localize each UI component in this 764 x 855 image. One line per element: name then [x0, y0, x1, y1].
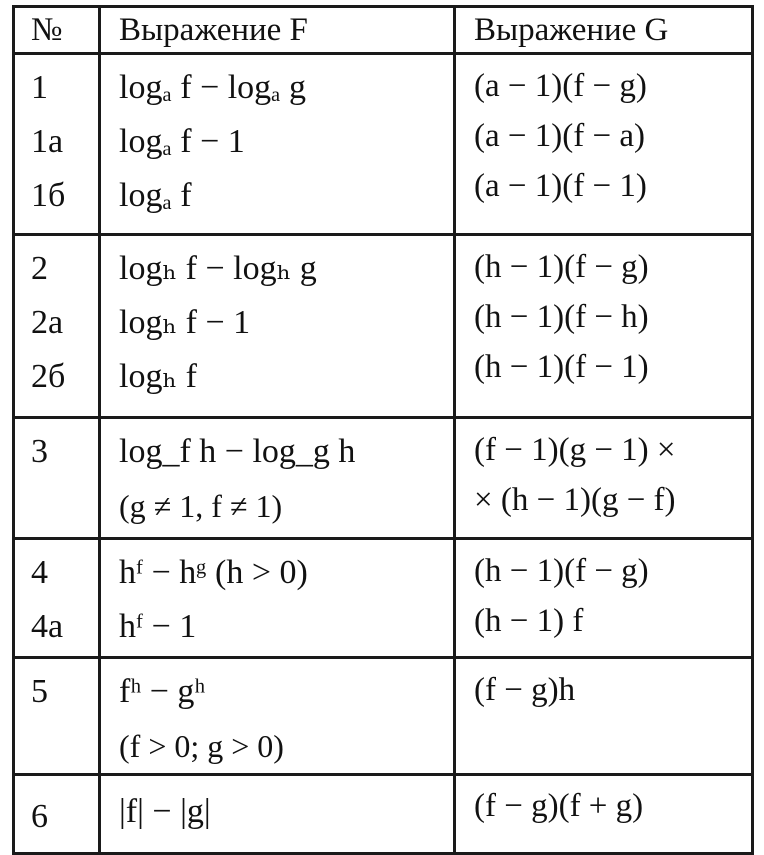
log-transform-table: [12, 5, 754, 855]
row-number: 4а: [31, 608, 64, 645]
table-row: [14, 54, 753, 235]
row-number: 5: [31, 673, 48, 710]
expression-g: (f − g)(f + g): [474, 788, 644, 824]
expression-g: (a − 1)(f − g): [474, 68, 647, 104]
expression-condition: (g ≠ 1, f ≠ 1): [119, 488, 283, 524]
expressions-f: [100, 54, 455, 235]
header-number: №: [14, 7, 100, 54]
row-number: 2б: [31, 358, 66, 395]
row-numbers: [14, 658, 100, 775]
expressions-g: [455, 235, 753, 418]
row-number: 1а: [31, 123, 64, 160]
row-number: 6: [31, 798, 48, 835]
expression-f: fʰ − gʰ: [119, 673, 206, 710]
expression-g: (f − 1)(g − 1) ×: [474, 432, 676, 468]
expression-f: hᶠ − hᵍ (h > 0): [119, 554, 308, 591]
expressions-g: [455, 54, 753, 235]
expressions-g: [455, 539, 753, 658]
expressions-f: [100, 235, 455, 418]
expression-g: (h − 1) f: [474, 603, 584, 639]
expressions-g: [455, 775, 753, 854]
expression-g: (a − 1)(f − a): [474, 118, 645, 154]
expressions-f: [100, 775, 455, 854]
expressions-f: [100, 539, 455, 658]
row-numbers: [14, 418, 100, 539]
table-row: [14, 775, 753, 854]
expression-f: logₕ f − logₕ g: [119, 250, 317, 287]
row-numbers: [14, 775, 100, 854]
header-expression-f: Выражение F: [100, 7, 455, 54]
expression-condition: (f > 0; g > 0): [119, 728, 284, 764]
expression-f: log_f h − log_g h: [119, 433, 356, 470]
row-numbers: [14, 539, 100, 658]
expression-f: logₕ f − 1: [119, 304, 251, 341]
expression-g: (h − 1)(f − g): [474, 249, 649, 285]
expressions-g: [455, 418, 753, 539]
header-expression-g: Выражение G: [455, 7, 753, 54]
row-number: 2а: [31, 304, 64, 341]
expression-f: |f| − |g|: [119, 793, 211, 830]
row-numbers: [14, 235, 100, 418]
expression-g: (h − 1)(f − h): [474, 299, 649, 335]
expression-f: hᶠ − 1: [119, 608, 197, 645]
header-row: [14, 7, 753, 54]
row-number: 1: [31, 69, 48, 106]
table-row: [14, 658, 753, 775]
row-number: 1б: [31, 177, 66, 214]
expression-g: × (h − 1)(g − f): [474, 482, 676, 518]
expression-g: (h − 1)(f − g): [474, 553, 649, 589]
row-number: 4: [31, 554, 48, 591]
expression-g: (f − g)h: [474, 672, 576, 708]
row-numbers: [14, 54, 100, 235]
expression-f: logₐ f − logₐ g: [119, 69, 306, 106]
row-number: 2: [31, 250, 48, 287]
expression-f: logₐ f − 1: [119, 123, 245, 160]
table-row: [14, 235, 753, 418]
expression-f: logₕ f: [119, 358, 197, 395]
table-row: [14, 418, 753, 539]
expression-g: (a − 1)(f − 1): [474, 168, 647, 204]
expression-g: (h − 1)(f − 1): [474, 349, 649, 385]
row-number: 3: [31, 433, 48, 470]
expression-f: logₐ f: [119, 177, 192, 214]
expressions-f: [100, 658, 455, 775]
expressions-g: [455, 658, 753, 775]
expressions-f: [100, 418, 455, 539]
table-row: [14, 539, 753, 658]
